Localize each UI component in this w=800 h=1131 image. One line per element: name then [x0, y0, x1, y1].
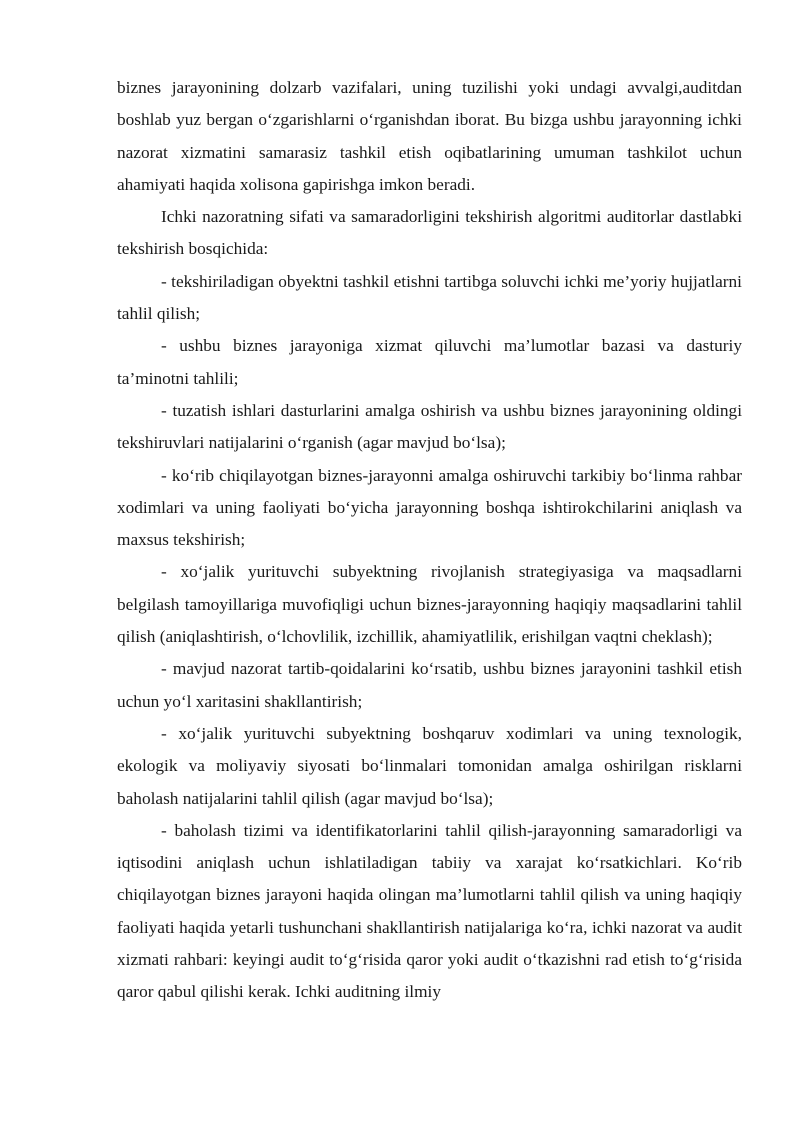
list-item-roadmap: - mavjud nazorat tartib-qoidalarini ko‘rsatib, ushbu biznes jarayonini tashkil etish uchun yo‘l xaritasini shakllantirish; — [117, 659, 742, 711]
list-item-risk-assessment: - xo‘jalik yurituvchi subyektning boshqaruv xodimlari va uning texnologik, ekologik va moliyaviy siyosati bo‘linmalari tomonidan amalga oshirilgan risklarni baholash natijalarini tahlil qilish (agar mavjud bo‘lsa); — [117, 723, 742, 808]
paragraph-intro: biznes jarayonining dolzarb vazifalari, uning tuzilishi yoki undagi avvalgi,auditdan boshlab yuz bergan o‘zgarishlarni o‘rganishdan iborat. Bu bizga ushbu jarayonning ichki nazorat xizmatini samarasiz tashkil etish oqibatlarining umuman tashkilot uchun ahamiyati haqida xolisona gapirishga imkon beradi. — [117, 78, 742, 194]
list-item-database-software: - ushbu biznes jarayoniga xizmat qiluvchi ma’lumotlar bazasi va dasturiy ta’minotni tahlili; — [117, 336, 742, 388]
list-item-internal-documents: - tekshiriladigan obyektni tashkil etishni tartibga soluvchi ichki me’yoriy hujjatlarni tahlil qilish; — [117, 271, 742, 324]
document-page — [117, 72, 742, 1009]
list-item-goals-analysis: - xo‘jalik yurituvchi subyektning rivojlanish strategiyasiga va maqsadlarni belgilash tamoyillariga muvofiqligi uchun biznes-jarayonning haqiqiy maqsadlarini tahlil qilish (aniqlashtirish, o‘lchovlilik, izchillik, ahamiyatlilik, erishilgan vaqtni cheklash); — [117, 562, 742, 647]
list-item-participants: - ko‘rib chiqilayotgan biznes-jarayonni amalga oshiruvchi tarkibiy bo‘linma rahbar xodimlari va uning faoliyati bo‘yicha jarayonning boshqa ishtirokchilarini aniqlash va maxsus tekshirish; — [117, 465, 742, 550]
list-item-evaluation-system: - baholash tizimi va identifikatorlarini tahlil qilish-jarayonning samaradorligi va iqtisodini aniqlash uchun ishlatiladigan tabiiy va xarajat ko‘rsatkichlari. Ko‘rib chiqilayotgan biznes jarayoni haqida olingan ma’lumotlarni tahlil qilish va uning haqiqiy faoliyati haqida yetarli tushunchani shakllantirish natijalariga ko‘ra, ichki nazorat va audit xizmati rahbari: keyingi audit to‘g‘risida qaror yoki audit o‘tkazishni rad etish to‘g‘risida qaror qabul qilishi kerak. Ichki auditning ilmiy — [117, 820, 742, 1002]
paragraph-algorithm: Ichki nazoratning sifati va samaradorligini tekshirish algoritmi auditorlar dastlabki tekshirish bosqichida: — [117, 207, 742, 259]
list-item-corrective-programs: - tuzatish ishlari dasturlarini amalga oshirish va ushbu biznes jarayonining oldingi tekshiruvlari natijalarini o‘rganish (agar mavjud bo‘lsa); — [117, 400, 742, 453]
